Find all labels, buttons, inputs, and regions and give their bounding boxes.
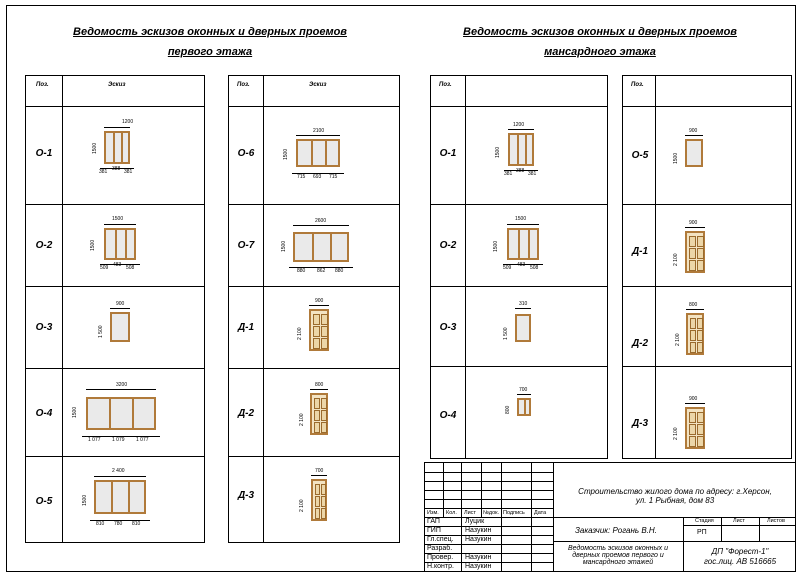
dim-height: 1500: [92, 142, 98, 154]
dim-width: 900: [116, 301, 125, 307]
dim-part: 810: [132, 521, 141, 527]
dim-width: 900: [315, 298, 324, 304]
col-header: Дата: [534, 510, 547, 516]
dim-height: 1500: [72, 406, 78, 418]
dim-height: 2 100: [299, 413, 305, 426]
dim-width: 1500: [112, 216, 124, 222]
role: Гл.спец.: [427, 536, 454, 543]
dim-width: 700: [519, 387, 528, 393]
pos-label: О-2: [439, 240, 457, 251]
person: Назукин: [465, 563, 492, 570]
dim-width: 310: [519, 301, 528, 307]
table-attic-right: [622, 75, 792, 459]
dim-part: 508: [530, 265, 539, 271]
stage-header: Лист: [733, 518, 745, 524]
dim-part: 388: [112, 166, 121, 172]
dim-part: 715: [297, 174, 306, 180]
dim-part: 508: [126, 265, 135, 271]
pos-label: Д-2: [237, 408, 255, 419]
stage-header: Листов: [767, 518, 785, 524]
dim-part: 483: [517, 262, 526, 268]
col-header: №док.: [483, 510, 500, 516]
stage-value: РП: [697, 529, 707, 536]
title-first-line1: Ведомость эскизов оконных и дверных проемов: [73, 26, 347, 38]
dim-width: 1500: [515, 216, 527, 222]
dim-part: 381: [99, 169, 108, 175]
title-first-line2: первого этажа: [167, 46, 253, 58]
col-header: Лист: [464, 510, 476, 516]
dim-width: 900: [689, 220, 698, 226]
header-pos: Поз.: [631, 82, 644, 88]
col-header: Кол.: [446, 510, 457, 516]
header-pos: Поз.: [36, 82, 49, 88]
dim-width: 2 400: [112, 468, 125, 474]
dim-part: 381: [504, 171, 513, 177]
dim-part: 483: [113, 262, 122, 268]
dim-height: 1500: [281, 240, 287, 252]
dim-part: 880: [335, 268, 344, 274]
dim-part: 509: [503, 265, 512, 271]
role: ГАП: [427, 518, 440, 525]
window-sketch: [104, 228, 136, 260]
window-sketch: [685, 139, 703, 167]
pos-label: О-2: [35, 240, 53, 251]
person: Луцик: [465, 518, 485, 525]
dim-height: 2 100: [299, 499, 305, 512]
pos-label: Д-2: [631, 338, 649, 349]
title-block: [424, 462, 796, 572]
window-sketch: [515, 314, 531, 342]
dim-height: 2 100: [297, 327, 303, 340]
dim-part: 862: [317, 268, 326, 274]
dim-part: 1 077: [136, 437, 149, 443]
title-attic-line1: Ведомость эскизов оконных и дверных проемов: [463, 26, 737, 38]
dim-height: 1 500: [98, 325, 104, 338]
dim-height: 2 100: [673, 427, 679, 440]
dim-part: 381: [528, 171, 537, 177]
dim-width: 900: [689, 396, 698, 402]
pos-label: О-7: [237, 240, 255, 251]
door-sketch: [309, 309, 329, 351]
window-sketch: [110, 312, 130, 342]
dim-part: 880: [297, 268, 306, 274]
pos-label: О-1: [439, 148, 457, 159]
pos-label: О-4: [35, 408, 53, 419]
col-header: Подпись: [503, 510, 525, 516]
title-attic-floor: [430, 26, 770, 58]
dim-height: 2 100: [675, 333, 681, 346]
header-sketch: Эскиз: [309, 82, 327, 88]
door-sketch: [686, 313, 704, 355]
window-sketch: [86, 397, 156, 430]
pos-label: О-3: [35, 322, 53, 333]
dim-width: 800: [689, 302, 698, 308]
pos-label: О-1: [35, 148, 53, 159]
dim-height: 1500: [493, 240, 499, 252]
pos-label: О-4: [439, 410, 457, 421]
window-sketch: [296, 139, 340, 167]
pos-label: Д-1: [631, 246, 649, 257]
door-sketch: [685, 407, 705, 449]
table-first-floor-right: [228, 75, 400, 543]
header-pos: Поз.: [439, 82, 452, 88]
dim-part: 381: [124, 169, 133, 175]
role: Провер.: [427, 554, 454, 561]
dim-width: 800: [315, 382, 324, 388]
dim-part: 388: [516, 168, 525, 174]
project-name: Строительство жилого дома по адресу: г.Херсон, ул. 1 Рыбная, дом 83: [578, 487, 772, 505]
dim-width: 900: [689, 128, 698, 134]
role: Разраб.: [427, 545, 453, 552]
dim-part: 780: [114, 521, 123, 527]
person: Назукин: [465, 527, 492, 534]
table-first-floor-left: [25, 75, 205, 543]
pos-label: О-3: [439, 322, 457, 333]
dim-height: 2 100: [673, 253, 679, 266]
table-attic-left: [430, 75, 608, 459]
dim-height: 1500: [283, 148, 289, 160]
dim-width: 2600: [315, 218, 327, 224]
company-line1: ДП "Форест-1": [711, 547, 769, 556]
window-sketch: [517, 398, 531, 416]
role: Н.контр.: [427, 563, 454, 570]
dim-part: 1 077: [88, 437, 101, 443]
dim-part: 715: [329, 174, 338, 180]
door-sketch: [311, 479, 327, 521]
dim-height: 1500: [90, 239, 96, 251]
pos-label: О-5: [631, 150, 649, 161]
window-sketch: [508, 133, 534, 166]
dim-width: 1200: [122, 119, 134, 125]
door-sketch: [685, 231, 705, 273]
dim-height: 1500: [495, 146, 501, 158]
dim-part: 693: [313, 174, 322, 180]
customer: Заказчик: Рогань В.Н.: [575, 526, 657, 535]
pos-label: О-5: [35, 496, 53, 507]
col-header: Изм.: [427, 510, 439, 516]
header-pos: Поз.: [237, 82, 250, 88]
dim-width: 2100: [313, 128, 325, 134]
pos-label: Д-3: [237, 490, 255, 501]
sheet-title: Ведомость эскизов оконных и дверных проемов первого и мансардного этажей: [568, 545, 668, 566]
dim-height: 1500: [82, 494, 88, 506]
header-sketch: Эскиз: [108, 82, 126, 88]
dim-width: 700: [315, 468, 324, 474]
pos-label: Д-1: [237, 322, 255, 333]
dim-width: 1200: [513, 122, 525, 128]
pos-label: Д-3: [631, 418, 649, 429]
role: ГИП: [427, 527, 441, 534]
title-first-floor: [40, 26, 380, 58]
pos-label: О-6: [237, 148, 255, 159]
dim-width: 3200: [116, 382, 128, 388]
title-attic-line2: мансардного этажа: [544, 46, 656, 58]
person: Назукин: [465, 536, 492, 543]
window-sketch: [507, 228, 539, 260]
stage-header: Стадия: [695, 518, 714, 524]
door-sketch: [310, 393, 328, 435]
dim-part: 1 079: [112, 437, 125, 443]
dim-height: 1 500: [503, 327, 509, 340]
window-sketch: [94, 480, 146, 514]
window-sketch: [104, 131, 130, 164]
company-line2: гос.лиц. АВ 516665: [703, 557, 777, 566]
dim-part: 509: [100, 265, 109, 271]
person: Назукин: [465, 554, 492, 561]
dim-height: 1500: [673, 152, 679, 164]
window-sketch: [293, 232, 349, 262]
dim-height: 800: [505, 405, 511, 414]
dim-part: 810: [96, 521, 105, 527]
